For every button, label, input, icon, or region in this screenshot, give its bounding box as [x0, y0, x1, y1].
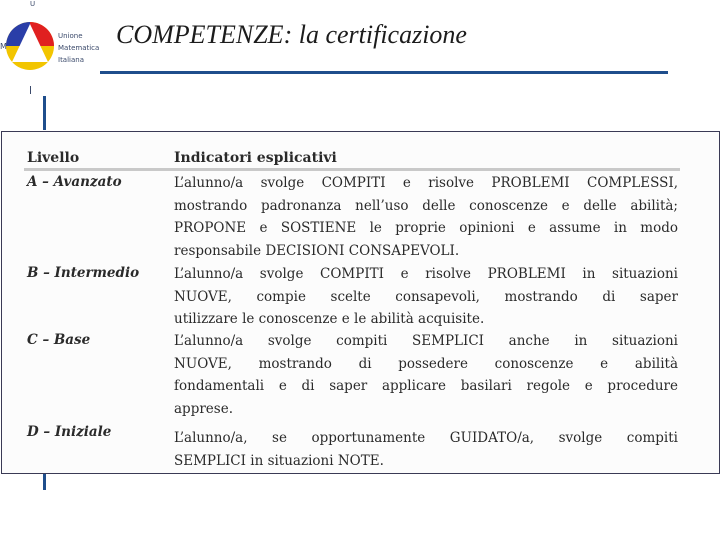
logo-side-mark: M: [0, 42, 7, 51]
indicator-line: NUOVE, compie scelte consapevoli, mostrando di saper: [174, 288, 678, 305]
level-label-d: D – Iniziale: [27, 424, 112, 440]
left-accent-bar-bottom: [43, 472, 46, 490]
level-label-b: B – Intermedio: [27, 265, 140, 281]
logo-text: [58, 30, 99, 66]
indicator-line: L’alunno/a svolge COMPITI e risolve PROBLEMI in situazioni: [174, 266, 678, 282]
logo-line-1: Unione: [58, 32, 83, 40]
certification-table: [1, 131, 720, 474]
column-header-indicators: Indicatori esplicativi: [174, 150, 337, 166]
indicator-line: utilizzare le conoscenze e le abilità acquisite.: [174, 311, 485, 327]
indicator-line: NUOVE, mostrando di possedere conoscenze e abilità: [174, 355, 678, 372]
header-divider: [24, 168, 680, 171]
indicator-line: PROPONE e SOSTIENE le proprie opinioni e assume in modo: [174, 220, 678, 236]
level-label-c: C – Base: [27, 332, 91, 348]
logo-top-mark: U: [30, 0, 36, 8]
logo-bottom-mark: [30, 86, 31, 94]
umi-logo: [0, 0, 110, 95]
column-header-level: Livello: [27, 150, 80, 166]
indicator-line: SEMPLICI in situazioni NOTE.: [174, 452, 384, 469]
umi-emblem-icon: [4, 6, 56, 86]
indicator-line: L’alunno/a svolge compiti SEMPLICI anche in situazioni: [174, 333, 678, 349]
level-label-a: A – Avanzato: [27, 174, 122, 190]
indicator-text-c: [174, 330, 678, 420]
logo-line-2: Matematica: [58, 44, 100, 52]
title-underline: [100, 71, 668, 74]
indicator-line: L’alunno/a, se opportunamente GUIDATO/a, svolge compiti: [174, 430, 678, 446]
indicator-line: apprese.: [174, 400, 233, 417]
logo-line-3: Italiana: [58, 56, 85, 64]
left-accent-bar-top: [43, 96, 46, 130]
indicator-text-d: [174, 427, 678, 472]
page-title: COMPETENZE: la certificazione: [116, 20, 467, 49]
indicator-line: fondamentali e di saper applicare basilari regole e procedure: [174, 378, 678, 394]
indicator-line: L’alunno/a svolge COMPITI e risolve PROBLEMI COMPLESSI,: [174, 175, 678, 191]
indicator-text-a: [174, 172, 678, 262]
indicator-line: mostrando padronanza nell’uso delle conoscenze e delle abilità;: [174, 197, 678, 214]
indicator-line: responsabile DECISIONI CONSAPEVOLI.: [174, 242, 460, 259]
indicator-text-b: [174, 263, 678, 331]
